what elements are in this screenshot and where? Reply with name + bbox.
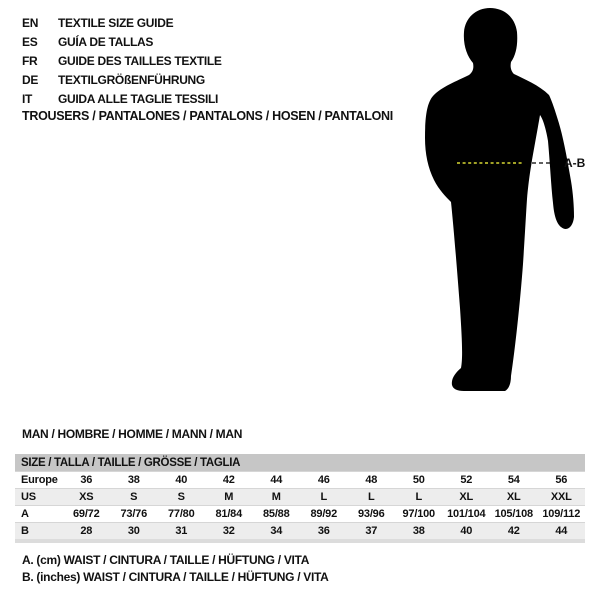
size-cell: 42 <box>490 523 538 540</box>
size-cell: 34 <box>253 523 301 540</box>
man-silhouette-icon <box>420 5 600 397</box>
size-cell: XS <box>63 489 111 506</box>
table-row-b <box>15 523 585 540</box>
language-label: GUIDA ALLE TAGLIE TESSILI <box>58 91 219 106</box>
size-cell: 36 <box>300 523 348 540</box>
language-code: DE <box>22 72 39 87</box>
size-cell: 37 <box>348 523 396 540</box>
size-cell: 28 <box>63 523 111 540</box>
size-cell: 32 <box>205 523 253 540</box>
size-cell: 30 <box>110 523 158 540</box>
gender-line: MAN / HOMBRE / HOMME / MANN / MAN <box>22 427 243 441</box>
size-cell: XL <box>490 489 538 506</box>
size-cell: 109/112 <box>538 506 586 523</box>
language-code: EN <box>22 15 39 30</box>
size-table-header: SIZE / TALLA / TAILLE / GRÖSSE / TAGLIA <box>15 454 585 472</box>
size-cell: S <box>158 489 206 506</box>
row-label: A <box>15 506 63 523</box>
size-cell: 38 <box>395 523 443 540</box>
size-cell: 31 <box>158 523 206 540</box>
measure-label-ab: A-B <box>564 156 586 170</box>
size-cell: L <box>395 489 443 506</box>
size-cell: 85/88 <box>253 506 301 523</box>
size-cell: S <box>110 489 158 506</box>
size-cell: 38 <box>110 472 158 489</box>
size-cell: 50 <box>395 472 443 489</box>
size-table <box>15 454 585 539</box>
size-cell: 54 <box>490 472 538 489</box>
size-cell: XXL <box>538 489 586 506</box>
size-cell: 77/80 <box>158 506 206 523</box>
language-code: ES <box>22 34 38 49</box>
category-line: TROUSERS / PANTALONES / PANTALONS / HOSEN / PANTALONI <box>22 109 393 123</box>
table-row-a <box>15 506 585 523</box>
size-cell: 97/100 <box>395 506 443 523</box>
size-cell: M <box>253 489 301 506</box>
language-label: GUÍA DE TALLAS <box>58 34 154 49</box>
table-row-us <box>15 489 585 506</box>
language-label: GUIDE DES TAILLES TEXTILE <box>58 53 222 68</box>
size-cell: 36 <box>63 472 111 489</box>
size-cell: 101/104 <box>443 506 491 523</box>
size-cell: 40 <box>443 523 491 540</box>
size-cell: 89/92 <box>300 506 348 523</box>
size-cell: 44 <box>538 523 586 540</box>
language-row-de <box>22 70 222 89</box>
size-cell: L <box>300 489 348 506</box>
language-row-es <box>22 32 222 51</box>
language-row-it <box>22 89 222 108</box>
row-label: US <box>15 489 63 506</box>
size-cell: 48 <box>348 472 396 489</box>
size-cell: 44 <box>253 472 301 489</box>
man-silhouette-figure <box>420 5 600 397</box>
table-row-europe <box>15 472 585 489</box>
table-bottom-bar <box>15 539 585 543</box>
size-table-header-row <box>15 454 585 472</box>
size-cell: L <box>348 489 396 506</box>
footnotes <box>22 552 329 586</box>
size-cell: 46 <box>300 472 348 489</box>
size-cell: 56 <box>538 472 586 489</box>
row-label: B <box>15 523 63 540</box>
size-table-wrap <box>15 454 585 543</box>
language-row-fr <box>22 51 222 70</box>
size-cell: M <box>205 489 253 506</box>
language-row-en <box>22 13 222 32</box>
language-title-list <box>22 13 222 108</box>
size-cell: 52 <box>443 472 491 489</box>
row-label: Europe <box>15 472 63 489</box>
language-label: TEXTILGRÖßENFÜHRUNG <box>58 72 205 87</box>
language-label: TEXTILE SIZE GUIDE <box>58 15 174 30</box>
footnote-a: A. (cm) WAIST / CINTURA / TAILLE / HÜFTUNG / VITA <box>22 553 310 567</box>
language-code: FR <box>22 53 38 68</box>
size-cell: 93/96 <box>348 506 396 523</box>
size-cell: 40 <box>158 472 206 489</box>
size-cell: 81/84 <box>205 506 253 523</box>
size-cell: XL <box>443 489 491 506</box>
footnote-b: B. (inches) WAIST / CINTURA / TAILLE / HÜFTUNG / VITA <box>22 570 329 584</box>
size-cell: 42 <box>205 472 253 489</box>
size-cell: 105/108 <box>490 506 538 523</box>
language-code: IT <box>22 91 33 106</box>
size-cell: 73/76 <box>110 506 158 523</box>
size-cell: 69/72 <box>63 506 111 523</box>
